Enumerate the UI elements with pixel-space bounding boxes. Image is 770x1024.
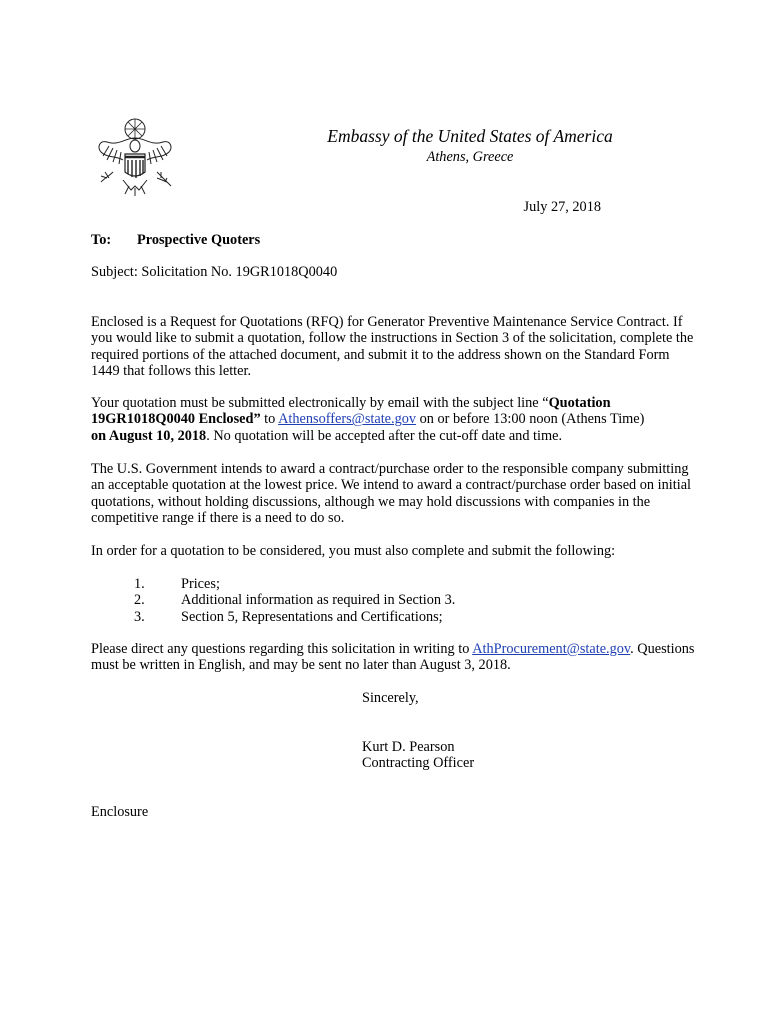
paragraph-line	[91, 641, 695, 657]
bold-text: Quotation	[548, 395, 611, 411]
list-number: 1.	[134, 576, 145, 592]
list-text: Section 5, Representations and Certifications;	[181, 608, 443, 625]
procurement-email-link[interactable]: AthProcurement@state.gov	[472, 641, 631, 657]
paragraph-line: 1449 that follows this letter.	[91, 363, 252, 380]
paragraph-line: must be written in English, and may be sent no later than August 3, 2018.	[91, 657, 511, 674]
text-run: to	[260, 411, 279, 428]
text-run: Please direct any questions regarding this solicitation in writing to	[91, 641, 473, 657]
paragraph-line	[91, 428, 686, 444]
letter-date: July 27, 2018	[523, 199, 601, 215]
to-label: To:	[91, 232, 112, 248]
paragraph-award-intent	[91, 461, 692, 527]
list-text: Additional information as required in Section 3.	[181, 592, 456, 609]
list-text: Prices;	[181, 576, 220, 592]
text-run: . Questions	[630, 641, 695, 657]
text-run: Your quotation must be submitted electronically by email with the subject line “	[91, 395, 549, 411]
paragraph-line: you would like to submit a quotation, follow the instructions in Section 3 of the solicitation, complete the	[91, 330, 694, 347]
embassy-location: Athens, Greece	[426, 149, 514, 165]
text-run: . No quotation will be accepted after the cut-off date and time.	[206, 427, 563, 444]
bold-text: 19GR1018Q0040 Enclosed”	[91, 411, 261, 428]
recipient: Prospective Quoters	[137, 232, 261, 248]
paragraph-requirements-intro: In order for a quotation to be considered, you must also complete and submit the following:	[91, 543, 616, 559]
closing: Sincerely,	[362, 690, 419, 706]
athensoffers-email-link[interactable]: Athensoffers@state.gov	[278, 411, 417, 428]
paragraph-line: The U.S. Government intends to award a contract/purchase order to the responsible company submitting	[91, 461, 689, 477]
paragraph-questions	[91, 641, 695, 674]
signer-title: Contracting Officer	[362, 755, 475, 771]
embassy-name: Embassy of the United States of America	[327, 126, 613, 146]
list-number: 3.	[134, 608, 145, 625]
paragraph-rfq-intro	[91, 314, 694, 380]
paragraph-line: an acceptable quotation at the lowest price. We intend to award a contract/purchase order based on initial	[91, 477, 692, 494]
paragraph-line: competitive range if there is a need to do so.	[91, 510, 345, 527]
signer-name: Kurt D. Pearson	[362, 739, 455, 755]
text-run: on or before 13:00 noon (Athens Time)	[416, 411, 645, 428]
us-great-seal-icon	[95, 116, 175, 198]
subject-line: Subject: Solicitation No. 19GR1018Q0040	[91, 264, 338, 280]
paragraph-line: required portions of the attached document, and submit it to the address shown on the Standard Form	[91, 346, 670, 363]
paragraph-submission	[91, 395, 686, 444]
paragraph-line	[91, 411, 686, 427]
paragraph-line: quotations, without holding discussions, although we may hold discussions with companies in the	[91, 493, 651, 510]
paragraph-line	[91, 395, 686, 411]
paragraph-line: Enclosed is a Request for Quotations (RFQ) for Generator Preventive Maintenance Service Contract. If	[91, 314, 683, 330]
list-number: 2.	[134, 592, 145, 609]
enclosure-label: Enclosure	[91, 804, 149, 820]
deadline-text: on August 10, 2018	[91, 427, 207, 444]
